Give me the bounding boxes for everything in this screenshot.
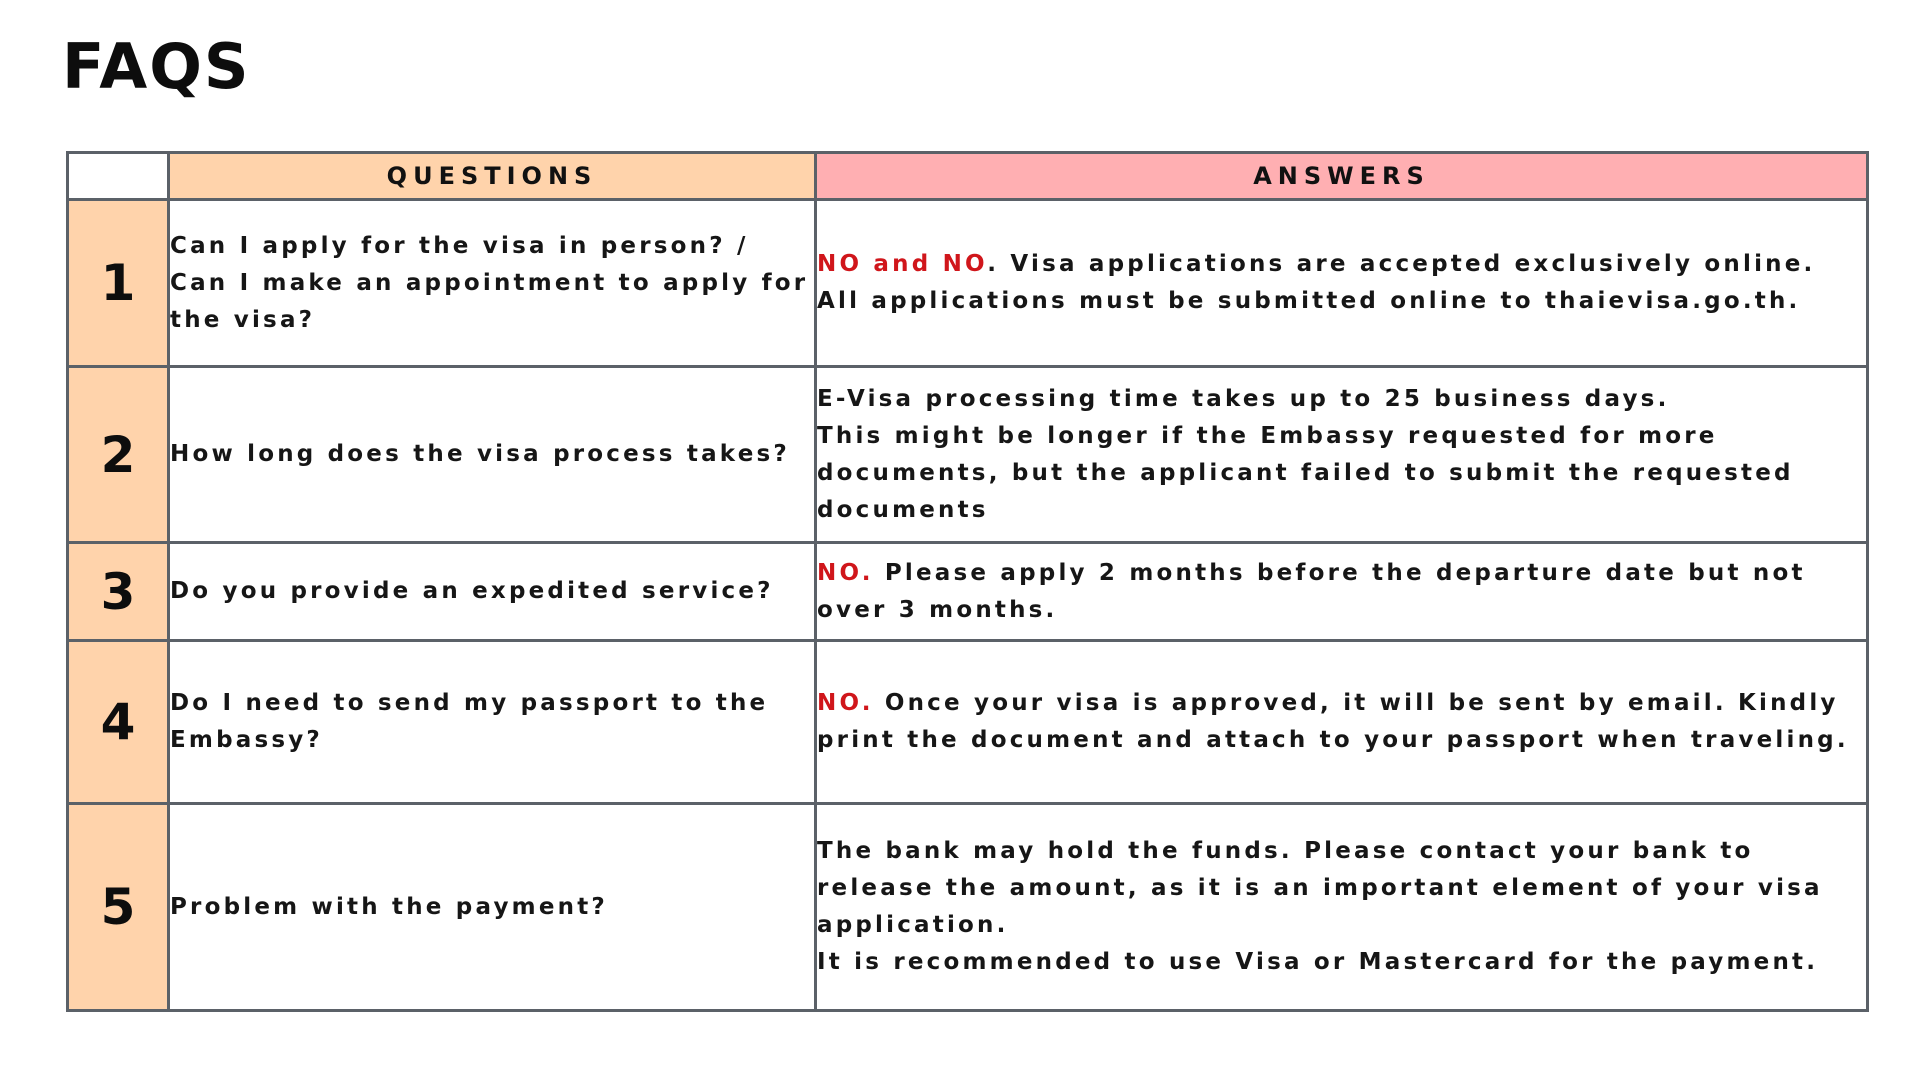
- question-text: Problem with the payment?: [169, 804, 816, 1011]
- table-header-row: [68, 153, 1868, 200]
- questions-column-header: QUESTIONS: [169, 153, 816, 200]
- answer-text: It is recommended to use Visa or Mastercard for the payment.: [817, 949, 1819, 975]
- page-title: FAQS: [62, 30, 251, 103]
- question-text: Can I apply for the visa in person? / Can I make an appointment to apply for the visa?: [169, 200, 816, 367]
- answer-text: E-Visa processing time takes up to 25 business days.: [817, 385, 1670, 412]
- row-number: 1: [68, 200, 169, 367]
- answer-cell: [816, 641, 1868, 804]
- question-text: Do you provide an expedited service?: [169, 543, 816, 641]
- answer-text: The bank may hold the funds. Please contact your bank to release the amount, as it is an important element of your visa application.: [817, 838, 1823, 938]
- answer-cell: [816, 200, 1868, 367]
- answer-cell: [816, 804, 1868, 1011]
- answer-text: Once your visa is approved, it will be sent by email. Kindly print the document and attach to your passport when traveling.: [817, 690, 1849, 753]
- answer-text: Please apply 2 months before the departure date but not over 3 months.: [817, 559, 1806, 623]
- row-number: 3: [68, 543, 169, 641]
- answer-text: . Visa applications are accepted exclusively online. All applications must be submitted online to thaievisa.go.th.: [817, 251, 1816, 314]
- answers-column-header: ANSWERS: [816, 153, 1868, 200]
- number-column-header: [68, 153, 169, 200]
- answer-lead: NO.: [817, 559, 874, 586]
- table-row: [68, 367, 1868, 543]
- row-number: 4: [68, 641, 169, 804]
- table-row: [68, 543, 1868, 641]
- answer-cell: [816, 543, 1868, 641]
- table-row: [68, 641, 1868, 804]
- answer-text: This might be longer if the Embassy requested for more documents, but the applicant failed to submit the requested documents: [817, 422, 1794, 523]
- row-number: 5: [68, 804, 169, 1011]
- question-text: Do I need to send my passport to the Embassy?: [169, 641, 816, 804]
- answer-lead: NO.: [817, 690, 874, 716]
- question-text: How long does the visa process takes?: [169, 367, 816, 543]
- table-row: [68, 804, 1868, 1011]
- table-row: [68, 200, 1868, 367]
- row-number: 2: [68, 367, 169, 543]
- answer-lead: NO and NO: [817, 251, 988, 277]
- faq-table: [66, 151, 1869, 1012]
- answer-cell: [816, 367, 1868, 543]
